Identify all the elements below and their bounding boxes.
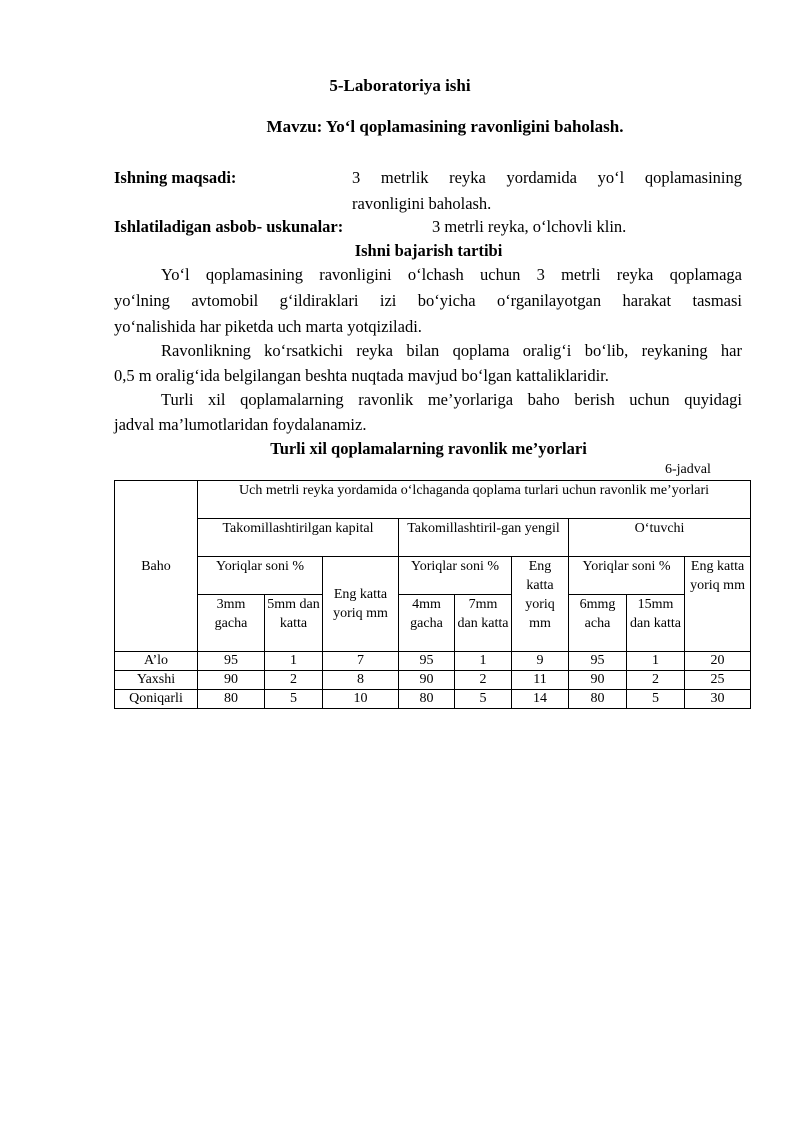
- table-cell: 9: [512, 652, 569, 671]
- table-cell: 30: [685, 690, 751, 709]
- table-cell: 20: [685, 652, 751, 671]
- row-label: A’lo: [115, 652, 198, 671]
- g3-cracks-header: Yoriqlar soni %: [569, 557, 685, 595]
- procedure-heading: Ishni bajarish tartibi: [354, 241, 503, 260]
- g2-sub-b: 7mm dan katta: [455, 595, 512, 652]
- table-cell: 90: [399, 671, 455, 690]
- table-cell: 95: [399, 652, 455, 671]
- paragraph-1-line-3: yo‘nalishida har piketda uch marta yotqiziladi.: [114, 317, 422, 336]
- g3-max-crack-header: Eng katta yoriq mm: [685, 557, 751, 652]
- g1-sub-a: 3mm gacha: [198, 595, 265, 652]
- table-cell: 7: [323, 652, 399, 671]
- goal-label: Ishning maqsadi:: [114, 168, 237, 187]
- table-cell: 10: [323, 690, 399, 709]
- table-cell: 2: [265, 671, 323, 690]
- table-cell: 11: [512, 671, 569, 690]
- g2-sub-a: 4mm gacha: [399, 595, 455, 652]
- table-cell: 90: [569, 671, 627, 690]
- table-cell: 8: [323, 671, 399, 690]
- goal-line-1: 3 metrlik reyka yordamida yo‘l qoplamasining: [352, 168, 742, 187]
- paragraph-2-line-2: 0,5 m oralig‘ida belgilangan beshta nuqtada mavjud bo‘lgan kattaliklaridir.: [114, 366, 609, 385]
- topic-heading: Mavzu: Yo‘l qoplamasining ravonligini baholash.: [266, 117, 624, 136]
- table-cell: 80: [399, 690, 455, 709]
- g3-sub-a: 6mmg acha: [569, 595, 627, 652]
- g1-sub-b: 5mm dan katta: [265, 595, 323, 652]
- lab-title: 5-Laboratoriya ishi: [329, 76, 471, 95]
- paragraph-1-line-2: yo‘lning avtomobil g‘ildiraklari izi bo‘yicha o‘rganilayotgan harakat tasmasi: [114, 291, 742, 310]
- table-cell: 1: [265, 652, 323, 671]
- g1-max-crack-header: Eng katta yoriq mm: [323, 557, 399, 652]
- main-header: Uch metrli reyka yordamida o‘lchaganda qoplama turlari uchun ravonlik me’yorlari: [198, 481, 751, 519]
- table-cell: 5: [627, 690, 685, 709]
- table-cell: 2: [627, 671, 685, 690]
- paragraph-2-line-1: Ravonlikning ko‘rsatkichi reyka bilan qoplama oralig‘i bo‘lib, reykaning har: [161, 341, 742, 360]
- table-row: [115, 690, 751, 709]
- g3-sub-b: 15mm dan katta: [627, 595, 685, 652]
- g1-cracks-header: Yoriqlar soni %: [198, 557, 323, 595]
- group-header-otuvchi: O‘tuvchi: [569, 519, 751, 557]
- group-header-kapital: Takomillashtirilgan kapital: [198, 519, 399, 557]
- table-row: [115, 652, 751, 671]
- table-cell: 5: [455, 690, 512, 709]
- g2-cracks-header: Yoriqlar soni %: [399, 557, 512, 595]
- table-cell: 14: [512, 690, 569, 709]
- tools-label: Ishlatiladigan asbob- uskunalar:: [114, 217, 344, 236]
- table-cell: 90: [198, 671, 265, 690]
- table-cell: 25: [685, 671, 751, 690]
- baho-header: Baho: [115, 481, 198, 652]
- table-row: [115, 671, 751, 690]
- table-number: 6-jadval: [665, 462, 711, 477]
- tools-value: 3 metrli reyka, o‘lchovli klin.: [432, 217, 627, 236]
- paragraph-1-line-1: Yo‘l qoplamasining ravonligini o‘lchash uchun 3 metrli reyka qoplamaga: [161, 265, 742, 284]
- table-cell: 80: [569, 690, 627, 709]
- table-cell: 95: [198, 652, 265, 671]
- table-cell: 95: [569, 652, 627, 671]
- table-cell: 5: [265, 690, 323, 709]
- table-title: Turli xil qoplamalarning ravonlik me’yorlari: [270, 439, 587, 458]
- table-cell: 80: [198, 690, 265, 709]
- table-cell: 1: [627, 652, 685, 671]
- table-cell: 2: [455, 671, 512, 690]
- paragraph-3-line-1: Turli xil qoplamalarning ravonlik me’yorlariga baho berish uchun quyidagi: [161, 390, 742, 409]
- table-cell: 1: [455, 652, 512, 671]
- g2-max-crack-header: Eng katta yoriq mm: [512, 557, 569, 652]
- row-label: Qoniqarli: [115, 690, 198, 709]
- row-label: Yaxshi: [115, 671, 198, 690]
- goal-line-2: ravonligini baholash.: [352, 194, 492, 213]
- ravonlik-norms-table: [114, 480, 751, 709]
- group-header-yengil: Takomillashtiril-gan yengil: [399, 519, 569, 557]
- paragraph-3-line-2: jadval ma’lumotlaridan foydalanamiz.: [114, 415, 367, 434]
